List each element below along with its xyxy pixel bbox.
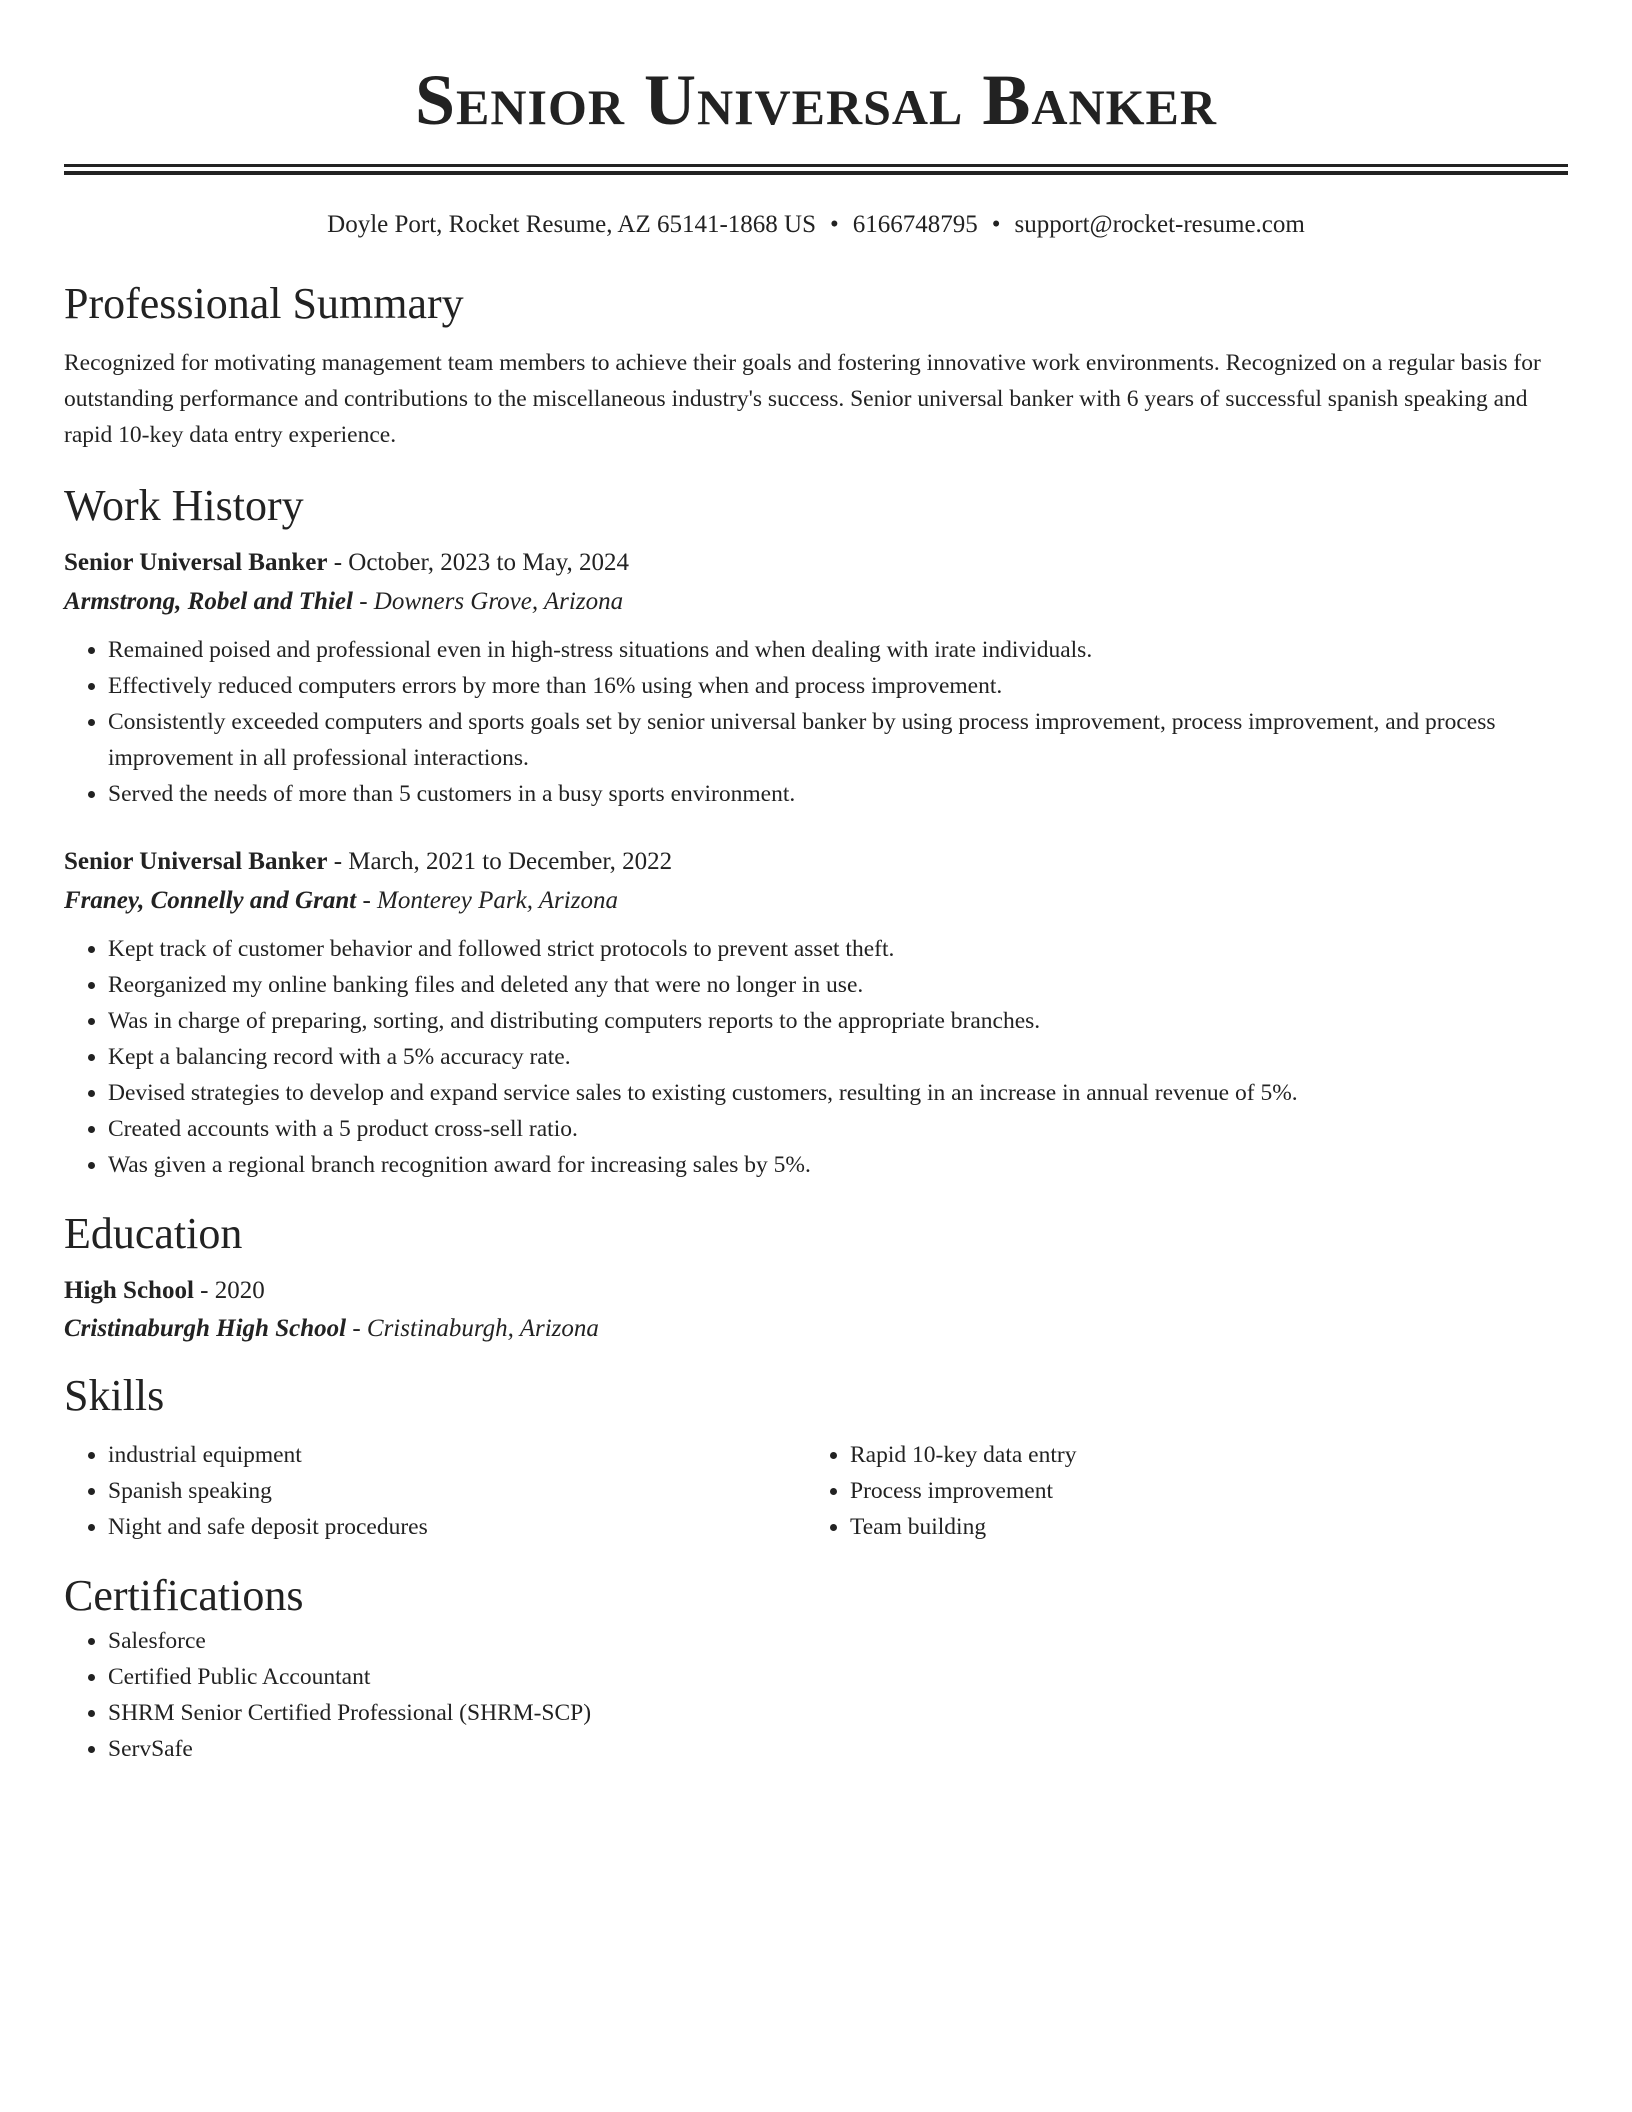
list-item: • Kept a balancing record with a 5% accuracy rate.	[108, 1039, 1568, 1075]
job-title: Senior Universal Banker	[64, 848, 328, 875]
job-dates: - October, 2023 to May, 2024	[327, 549, 629, 576]
certifications-list	[64, 1623, 1568, 1767]
list-item: • Devised strategies to develop and expand service sales to existing customers, resulting in an increase in annual revenue of 5%.	[108, 1075, 1568, 1111]
skills-column-right	[806, 1437, 1548, 1545]
skills-grid	[64, 1437, 1568, 1545]
list-item: • Reorganized my online banking files and deleted any that were no longer in use.	[108, 967, 1568, 1003]
certifications-heading: Certifications	[64, 1571, 304, 1620]
job-bullets	[64, 931, 1568, 1183]
list-item: • Created accounts with a 5 product cross-sell ratio.	[108, 1111, 1568, 1147]
job-bullets	[64, 632, 1568, 812]
list-item: • ServSafe	[108, 1731, 1568, 1767]
list-item: • Salesforce	[108, 1623, 1568, 1659]
list-item: • Process improvement	[850, 1473, 1548, 1509]
list-item: • Remained poised and professional even in high-stress situations and when dealing with irate individuals.	[108, 632, 1568, 668]
education-heading: Education	[64, 1209, 243, 1258]
contact-separator: •	[830, 211, 839, 238]
job-entry	[64, 846, 1568, 1183]
contact-phone: 6166748795	[852, 211, 978, 238]
skills-heading: Skills	[64, 1371, 165, 1420]
list-item: • Rapid 10-key data entry	[850, 1437, 1548, 1473]
list-item: • Effectively reduced computers errors by more than 16% using when and process improvement.	[108, 668, 1568, 704]
degree-year: - 2020	[193, 1277, 265, 1304]
contact-email: support@rocket-resume.com	[1014, 211, 1305, 238]
list-item: • Was in charge of preparing, sorting, and distributing computers reports to the appropriate branches.	[108, 1003, 1568, 1039]
job-title-line	[64, 547, 1568, 579]
employer-location: - Monterey Park, Arizona	[356, 887, 618, 914]
contact-separator: •	[991, 211, 1001, 238]
list-item: • Team building	[850, 1509, 1548, 1545]
work-history-heading: Work History	[64, 481, 304, 530]
list-item: • industrial equipment	[108, 1437, 806, 1473]
summary-text: Recognized for motivating management team members to achieve their goals and fostering innovative work environments. Recognized on a regular basis for outstanding performance and contributions to the miscellaneous industry's success. Senior universal banker with 6 years of successful spanish speaking and rapid 10-key data entry experience.	[64, 350, 1541, 448]
header-divider	[64, 164, 1568, 175]
school-line	[64, 1313, 1568, 1345]
job-title: Senior Universal Banker	[64, 549, 328, 576]
employer-line	[64, 885, 1568, 917]
employer-name: Armstrong, Robel and Thiel	[64, 588, 353, 615]
degree-line	[64, 1275, 1568, 1307]
resume-name: Senior Universal Banker	[415, 60, 1217, 140]
employer-name: Franey, Connelly and Grant	[64, 887, 357, 914]
list-item: • Consistently exceeded computers and sports goals set by senior universal banker by using process improvement, process improvement, and process improvement in all professional interactions.	[108, 704, 1568, 776]
contact-line	[64, 209, 1568, 241]
list-item: • Was given a regional branch recognition award for increasing sales by 5%.	[108, 1147, 1568, 1183]
list-item: • Spanish speaking	[108, 1473, 806, 1509]
job-title-line	[64, 846, 1568, 878]
school-name: Cristinaburgh High School	[64, 1315, 347, 1342]
contact-address: Doyle Port, Rocket Resume, AZ 65141-1868 US	[327, 211, 817, 238]
list-item: • SHRM Senior Certified Professional (SHRM-SCP)	[108, 1695, 1568, 1731]
degree-name: High School	[64, 1277, 194, 1304]
employer-location: - Downers Grove, Arizona	[352, 588, 624, 615]
job-entry	[64, 547, 1568, 812]
list-item: • Served the needs of more than 5 customers in a busy sports environment.	[108, 776, 1568, 812]
job-dates: - March, 2021 to December, 2022	[327, 848, 673, 875]
summary-heading: Professional Summary	[64, 279, 464, 328]
list-item: • Kept track of customer behavior and followed strict protocols to prevent asset theft.	[108, 931, 1568, 967]
list-item: • Night and safe deposit procedures	[108, 1509, 806, 1545]
education-entry	[64, 1275, 1568, 1345]
list-item: • Certified Public Accountant	[108, 1659, 1568, 1695]
school-location: - Cristinaburgh, Arizona	[346, 1315, 599, 1342]
skills-column-left	[64, 1437, 806, 1545]
employer-line	[64, 586, 1568, 618]
